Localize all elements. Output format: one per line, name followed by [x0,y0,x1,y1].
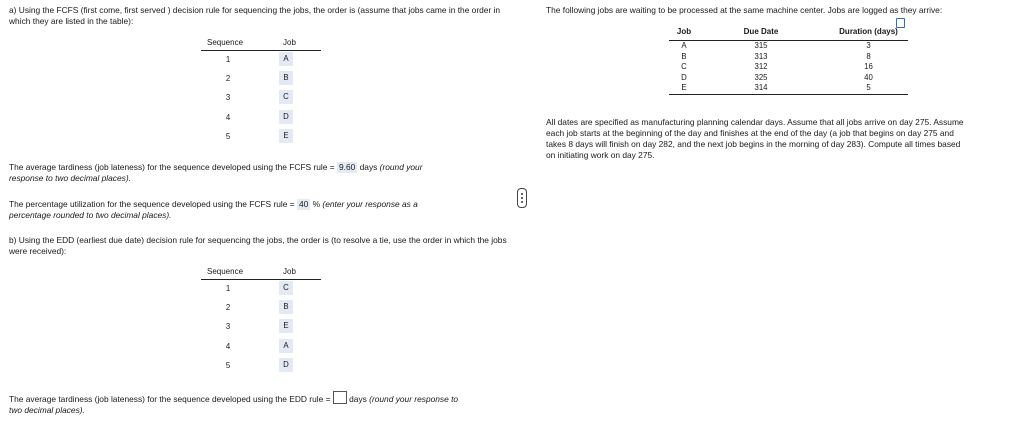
fcfs-tardiness-question [9,162,509,184]
col-due-date-header: Due Date [743,27,779,36]
col-job-header: Job [676,27,692,36]
due-date-cell: 325 [754,72,768,82]
rounding-note: two decimal places). [9,405,85,415]
assumptions-note [546,117,1016,161]
question-text: The percentage utilization for the sequence developed using the FCFS rule = [9,199,295,209]
part-a-intro: a) Using the FCFS (first come, first served ) decision rule for sequencing the jobs, the order is (assume that jobs came in the order in which they are listed in the table): [9,5,501,26]
job-cell: C [681,62,687,72]
job-cell: B [681,51,687,61]
part-b-intro: b) Using the EDD (earliest due date) decision rule for sequencing the jobs, the order is (to resolve a tie, use the order in which the jobs were received): [9,235,507,256]
job-answer-cell[interactable]: B [279,300,293,314]
col-job-header: Job [283,267,296,276]
table-row [201,299,321,318]
job-cell: A [681,41,687,50]
table-row [201,89,321,108]
due-date-cell: 314 [754,83,768,93]
unit-label: % [312,199,321,209]
problem-intro: The following jobs are waiting to be processed at the same machine center. Jobs are logged as they arrive: [546,5,943,15]
unit-label: days [349,394,367,404]
table-row [669,83,908,95]
table-header [201,266,321,280]
table-row [201,318,321,337]
sequence-number: 4 [225,112,231,122]
col-duration-header: Duration (days) [839,27,898,36]
due-date-cell: 315 [754,41,768,50]
note-line: on initiating work on day 275. [546,150,655,160]
job-answer-cell[interactable]: A [279,339,293,353]
table-row [201,51,321,70]
job-answer-cell[interactable]: D [279,110,293,124]
table-row [669,41,908,52]
col-sequence-header: Sequence [207,267,244,276]
table-header [201,37,321,51]
sequence-number: 3 [225,93,231,103]
table-row [201,70,321,89]
job-answer-cell[interactable]: D [279,358,293,372]
job-answer-cell[interactable]: C [279,281,293,295]
table-header [669,27,908,41]
fcfs-tardiness-answer[interactable]: 9.60 [338,162,356,172]
note-line: takes 8 days will finish on day 282, and the next job begins in the morning of day 283). Compute all times based [546,139,961,149]
duration-cell: 40 [864,72,873,82]
question-text: The average tardiness (job lateness) for the sequence developed using the FCFS rule = [9,162,335,172]
job-answer-cell[interactable]: E [279,319,293,333]
table-row [201,109,321,128]
problem-statement-pane [546,0,1016,421]
table-row [669,52,908,63]
splitter-handle-icon[interactable] [517,188,527,208]
sequence-number: 2 [225,74,231,84]
fcfs-utilization-question [9,199,509,221]
table-row [201,128,321,147]
rounding-note: (enter your response as a [322,199,418,209]
table-row [201,338,321,357]
col-job-header: Job [283,38,296,47]
edd-sequence-table [201,266,321,376]
question-text: The average tardiness (job lateness) for the sequence developed using the EDD rule = [9,394,331,404]
duration-cell: 8 [866,51,871,61]
sequence-number: 1 [225,284,231,293]
duration-cell: 16 [864,62,873,72]
table-row [201,280,321,299]
table-row [669,62,908,73]
sequence-number: 5 [225,360,231,370]
job-answer-cell[interactable]: E [279,129,293,143]
table-row [201,357,321,376]
col-sequence-header: Sequence [207,38,244,47]
job-cell: D [681,72,687,82]
job-answer-cell[interactable]: B [279,71,293,85]
job-answer-cell[interactable]: A [279,52,293,66]
sequence-number: 3 [225,322,231,332]
rounding-note: (round your [379,162,423,172]
duration-cell: 3 [866,41,871,50]
due-date-cell: 313 [754,51,768,61]
sequence-number: 1 [225,55,231,64]
edd-tardiness-question [9,391,514,416]
sequence-number: 4 [225,341,231,351]
fcfs-utilization-answer[interactable]: 40 [298,199,309,209]
due-date-cell: 312 [754,62,768,72]
jobs-table [669,27,908,95]
rounding-note: response to two decimal places). [9,173,131,183]
table-row [669,73,908,84]
sequence-number: 2 [225,303,231,313]
rounding-note: percentage rounded to two decimal places). [9,210,172,220]
note-line: All dates are specified as manufacturing planning calendar days. Assume that all jobs arrive on day 275. Assume [546,117,964,127]
duration-cell: 5 [866,83,871,93]
job-cell: E [681,83,687,93]
rounding-note: (round your response to [369,394,459,404]
note-line: each job starts at the beginning of the day and finishes at the end of the day (a job that begins on day 275 and [546,128,954,138]
fcfs-sequence-table [201,37,321,147]
unit-label: days [359,162,378,172]
sequence-number: 5 [225,131,231,141]
edd-tardiness-input[interactable] [333,391,347,404]
job-answer-cell[interactable]: C [279,90,293,104]
